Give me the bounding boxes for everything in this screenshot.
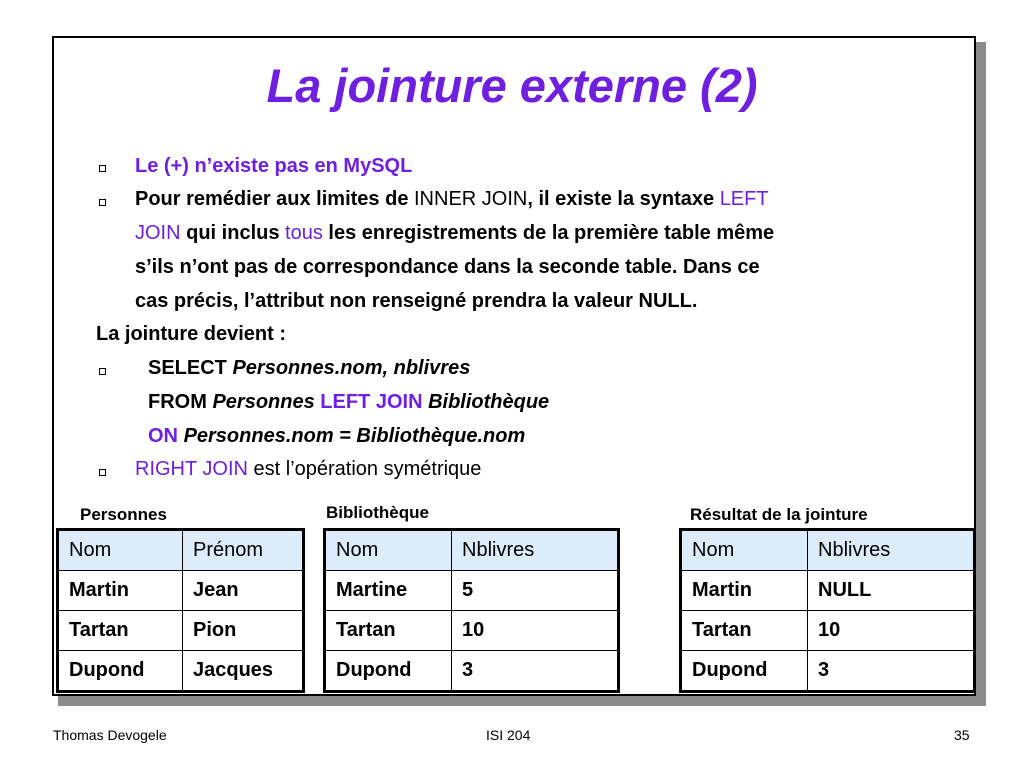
bullet-mysql <box>135 155 412 178</box>
table-header-cell: Nom <box>681 530 808 571</box>
bullet-left-join-line2 <box>135 222 774 245</box>
text-segment: Pour remédier aux limites de <box>135 188 414 210</box>
table-resultat <box>679 528 976 693</box>
table-header-row <box>325 530 619 571</box>
from-keyword: FROM <box>148 391 207 413</box>
table-row <box>681 571 975 611</box>
on-keyword: ON <box>148 425 178 447</box>
table-cell: Dupond <box>681 651 808 692</box>
bullet-left-join-line1 <box>135 188 769 211</box>
table-header-row <box>58 530 304 571</box>
sql-on-line <box>148 425 525 448</box>
table-row <box>325 611 619 651</box>
left-join-keyword: LEFT JOIN <box>320 391 423 413</box>
table-row <box>681 611 975 651</box>
sql-from-line <box>148 391 549 414</box>
bullet-square-icon <box>99 199 106 206</box>
table-row <box>325 571 619 611</box>
table-header-cell: Nom <box>325 530 452 571</box>
table-cell: Dupond <box>325 651 452 692</box>
bullet-square-icon <box>99 469 106 476</box>
footer-page-number: 35 <box>954 727 970 743</box>
table-caption-personnes: Personnes <box>80 505 167 524</box>
table-cell: 5 <box>452 571 619 611</box>
table-personnes <box>56 528 305 693</box>
table-cell: Pion <box>183 611 304 651</box>
select-columns: Personnes.nom, nblivres <box>232 357 471 379</box>
from-table: Personnes <box>212 391 315 413</box>
table-cell: 3 <box>808 651 975 692</box>
text-segment: qui inclus <box>180 222 286 244</box>
table-cell: 3 <box>452 651 619 692</box>
table-cell: Tartan <box>58 611 183 651</box>
text-segment: est l’opération symétrique <box>247 458 482 480</box>
table-cell: NULL <box>808 571 975 611</box>
table-cell: Martin <box>681 571 808 611</box>
tous-keyword: tous <box>285 222 323 244</box>
inner-join-keyword: INNER JOIN <box>414 188 528 210</box>
sql-select-line <box>148 357 470 380</box>
join-label: La jointure devient : <box>96 323 287 345</box>
on-condition: Personnes.nom = Bibliothèque.nom <box>183 425 526 447</box>
table-cell: Martin <box>58 571 183 611</box>
bullet-square-icon <box>99 165 106 172</box>
table-cell: Tartan <box>325 611 452 651</box>
table-cell: 10 <box>452 611 619 651</box>
footer-author: Thomas Devogele <box>53 727 167 743</box>
table-cell: Jean <box>183 571 304 611</box>
bullet-right-join <box>135 458 481 481</box>
table-bibliotheque <box>323 528 620 693</box>
table-row <box>58 611 304 651</box>
slide-title: La jointure externe (2) <box>266 59 758 112</box>
bullet-left-join-line4: cas précis, l’attribut non renseigné prendra la valeur NULL. <box>135 290 698 312</box>
table-caption-bibliotheque: Bibliothèque <box>326 503 429 522</box>
table-cell: Jacques <box>183 651 304 692</box>
right-join-keyword: RIGHT JOIN <box>135 458 248 480</box>
bullet-mysql-text: Le (+) n’existe pas en MySQL <box>135 155 413 177</box>
table-cell: Dupond <box>58 651 183 692</box>
table-header-cell: Nom <box>58 530 183 571</box>
table-cell: Martine <box>325 571 452 611</box>
table-row <box>58 571 304 611</box>
table-caption-resultat: Résultat de la jointure <box>690 505 868 524</box>
table-cell: 10 <box>808 611 975 651</box>
table-header-row <box>681 530 975 571</box>
bullet-left-join-line3: s’ils n’ont pas de correspondance dans la seconde table. Dans ce <box>135 256 760 278</box>
text-segment: , il existe la syntaxe <box>527 188 720 210</box>
table-row <box>58 651 304 692</box>
left-keyword: LEFT <box>719 188 769 210</box>
join-keyword: JOIN <box>135 222 181 244</box>
text-segment: les enregistrements de la première table même <box>322 222 775 244</box>
table-row <box>325 651 619 692</box>
table-cell: Tartan <box>681 611 808 651</box>
table-header-cell: Prénom <box>183 530 304 571</box>
footer-course: ISI 204 <box>486 727 531 743</box>
table-header-cell: Nblivres <box>452 530 619 571</box>
table-header-cell: Nblivres <box>808 530 975 571</box>
select-keyword: SELECT <box>148 357 227 379</box>
bullet-square-icon <box>99 368 106 375</box>
join-table: Bibliothèque <box>428 391 550 413</box>
table-row <box>681 651 975 692</box>
